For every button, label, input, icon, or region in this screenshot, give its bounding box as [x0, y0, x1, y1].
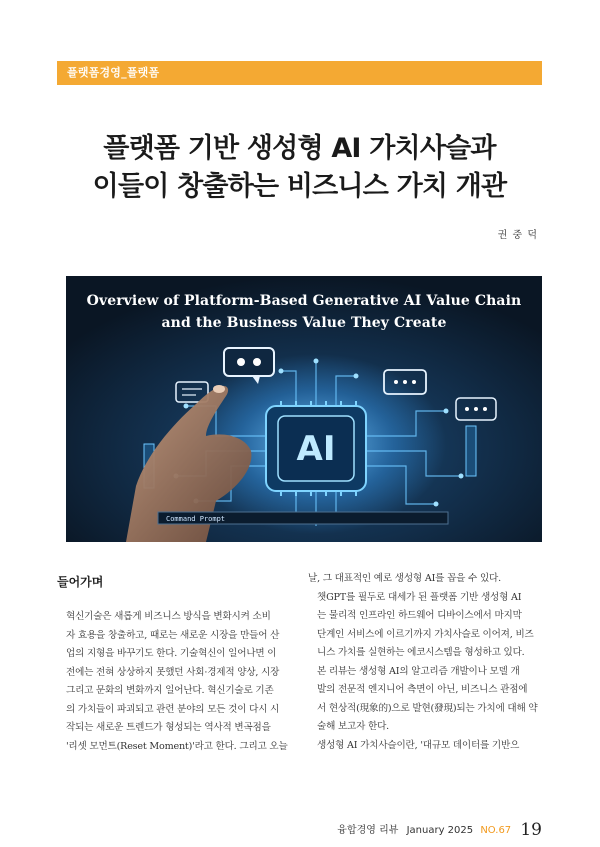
section-label-bar: [57, 61, 542, 85]
title-line-1: 플랫폼 기반 생성형 AI 가치사슬과: [103, 133, 496, 164]
text-line: 는 물리적 인프라인 하드웨어 디바이스에서 마지막: [317, 610, 522, 621]
text-line: 술해 보고자 한다.: [317, 721, 390, 732]
left-column: [57, 573, 293, 756]
command-prompt-label: Command Prompt: [166, 515, 226, 523]
intro-paragraph: [57, 608, 293, 756]
text-line: 그리고 문화의 변화까지 일어난다. 혁신기술로 기존: [66, 685, 274, 696]
page-footer: [337, 820, 542, 840]
continued-paragraph: [308, 570, 542, 589]
text-line: 챗GPT를 필두로 대세가 된 플랫폼 기반 생성형 AI: [317, 591, 522, 603]
article-title: [57, 130, 542, 206]
value-chain-paragraph: [308, 737, 542, 756]
hero-image: [66, 276, 542, 542]
text-line: 니스 가치를 실현하는 에코시스템을 형성하고 있다.: [317, 647, 525, 658]
text-line: 날, 그 대표적인 예로 생성형 AI를 꼽을 수 있다.: [308, 573, 501, 584]
text-line: 본 리뷰는 생성형 AI의 알고리즘 개발이나 모델 개: [317, 665, 520, 677]
right-column: [308, 570, 542, 755]
text-line: 발의 전문적 엔지니어 측면이 아닌, 비즈니스 관점에: [317, 684, 528, 695]
text-line: 단계인 서비스에 이르기까지 가치사슬로 이어져, 비즈: [317, 628, 534, 640]
hero-caption-line-1: Overview of Platform-Based Generative AI Value Chain: [86, 293, 522, 309]
text-line: 자 효용을 창출하고, 때로는 새로운 시장을 만들어 산: [66, 629, 280, 641]
intro-heading: 들어가며: [57, 575, 104, 589]
hero-caption-line-2: and the Business Value They Create: [161, 315, 447, 331]
hero-caption: [66, 290, 542, 334]
section-label: 플랫폼경영_플랫폼: [67, 66, 160, 79]
text-line: 혁신기술은 새롭게 비즈니스 방식을 변화시켜 소비: [66, 611, 271, 622]
text-line: '리셋 모먼트(Reset Moment)'라고 한다. 그리고 오늘: [66, 740, 288, 752]
page-number: 19: [520, 820, 542, 840]
title-line-2: 이들이 창출하는 비즈니스 가치 개관: [92, 171, 507, 202]
text-line: 서 현상적(現象的)으로 발현(發現)되는 가치에 대해 약: [317, 702, 538, 714]
text-line: 작되는 새로운 트렌드가 형성되는 역사적 변곡점을: [66, 722, 271, 733]
issue-date: January 2025: [406, 825, 474, 836]
author-name: 권 중 덕: [497, 230, 538, 241]
chatgpt-paragraph: [308, 589, 542, 663]
text-line: 의 가치들이 파괴되고 관련 분야의 모든 것이 다시 시: [66, 703, 280, 715]
text-line: 업의 지형을 바꾸기도 한다. 기술혁신이 일어나면 이: [66, 648, 277, 659]
text-line: 생성형 AI 가치사슬이란, '대규모 데이터를 기반으: [317, 739, 520, 751]
chip-label: AI: [296, 429, 336, 469]
review-scope-paragraph: [308, 663, 542, 737]
issue-number: NO.67: [480, 825, 512, 836]
text-line: 전에는 전혀 상상하지 못했던 사회·경제적 양상, 시장: [66, 666, 280, 678]
publication-name: 융합경영 리뷰: [337, 825, 399, 836]
